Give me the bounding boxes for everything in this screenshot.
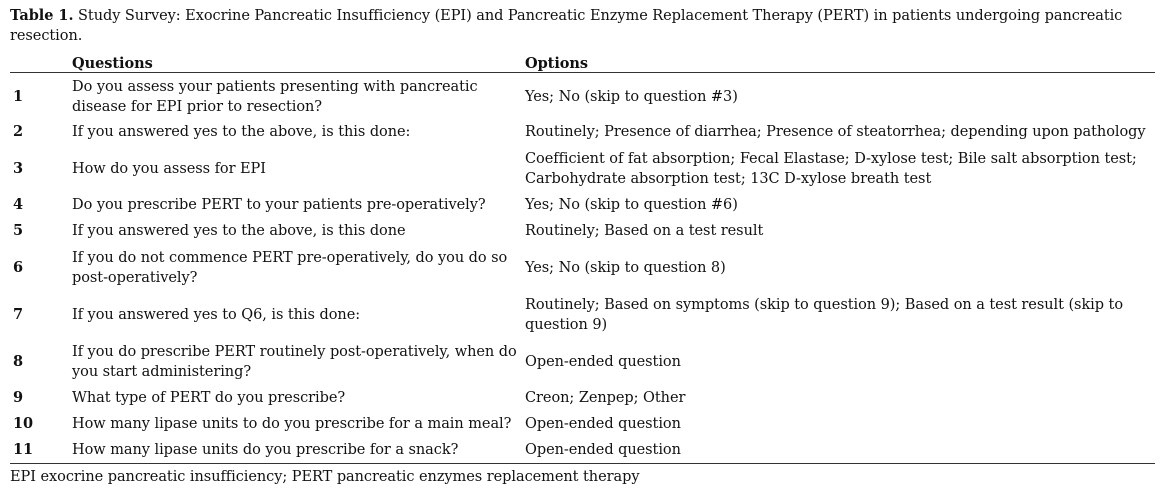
table-row — [10, 73, 1155, 120]
row-options: Routinely; Presence of diarrhea; Presence of steatorrhea; depending upon pathology — [525, 124, 1146, 141]
row-options: Open-ended question — [525, 416, 681, 433]
row-number: 10 — [13, 415, 34, 433]
row-question: If you do not commence PERT pre-operatively, do you do so post-operatively? — [72, 249, 508, 286]
row-options: Yes; No (skip to question #3) — [525, 89, 738, 105]
header-options: Options — [525, 51, 1155, 73]
table-row — [10, 292, 1155, 339]
table-row — [10, 245, 1155, 292]
row-question: How do you assess for EPI — [72, 160, 266, 177]
row-number: 3 — [13, 159, 24, 177]
row-options: Routinely; Based on symptoms (skip to question 9); Based on a test result (skip to question 9) — [525, 296, 1124, 333]
row-number: 5 — [13, 222, 24, 240]
row-number: 7 — [13, 305, 24, 323]
table-footnote-row — [10, 464, 1155, 490]
header-number — [10, 51, 72, 73]
row-options: Yes; No (skip to question 8) — [525, 259, 726, 276]
row-question: What type of PERT do you prescribe? — [72, 390, 346, 407]
table-footnote: EPI exocrine pancreatic insufficiency; PERT pancreatic enzymes replacement therapy — [10, 464, 1155, 490]
table-row — [10, 219, 1155, 245]
header-questions: Questions — [72, 51, 525, 73]
table-label: Table 1. — [10, 7, 74, 24]
table-row — [10, 386, 1155, 412]
row-options: Creon; Zenpep; Other — [525, 390, 686, 407]
table-header-row — [10, 51, 1155, 73]
row-number: 1 — [13, 88, 24, 105]
row-number: 9 — [13, 389, 24, 407]
table-row — [10, 120, 1155, 146]
row-number: 4 — [13, 196, 24, 214]
table-row — [10, 339, 1155, 386]
row-question: If you answered yes to the above, is this done: — [72, 124, 411, 141]
table-caption — [10, 6, 1155, 46]
row-number: 6 — [13, 258, 24, 276]
table-row — [10, 412, 1155, 438]
table-caption-text: Study Survey: Exocrine Pancreatic Insufficiency (EPI) and Pancreatic Enzyme Replacement Therapy (PERT) in patients undergoing pancreatic resection. — [10, 8, 1123, 44]
row-question: If you answered yes to the above, is this done — [72, 223, 406, 240]
survey-table — [10, 51, 1155, 489]
row-options: Open-ended question — [525, 442, 681, 458]
row-options: Open-ended question — [525, 353, 681, 370]
table-row — [10, 438, 1155, 464]
row-options: Yes; No (skip to question #6) — [525, 197, 738, 214]
row-question: How many lipase units to do you prescribe for a main meal? — [72, 416, 512, 433]
row-question: How many lipase units do you prescribe for a snack? — [72, 442, 459, 458]
row-question: If you answered yes to Q6, is this done: — [72, 306, 361, 323]
row-number: 8 — [13, 352, 24, 370]
table-row — [10, 146, 1155, 193]
row-question: If you do prescribe PERT routinely post-operatively, when do you start administering? — [72, 343, 517, 380]
row-number: 11 — [13, 441, 34, 458]
row-options: Coefficient of fat absorption; Fecal Elastase; D-xylose test; Bile salt absorption test; Carbohydrate absorption test; 13C D-xylose breath test — [525, 150, 1137, 187]
table-row — [10, 193, 1155, 219]
row-question: Do you prescribe PERT to your patients pre-operatively? — [72, 197, 486, 214]
row-question: Do you assess your patients presenting with pancreatic disease for EPI prior to resection? — [72, 78, 478, 116]
row-options: Routinely; Based on a test result — [525, 223, 764, 240]
row-number: 2 — [13, 123, 24, 141]
